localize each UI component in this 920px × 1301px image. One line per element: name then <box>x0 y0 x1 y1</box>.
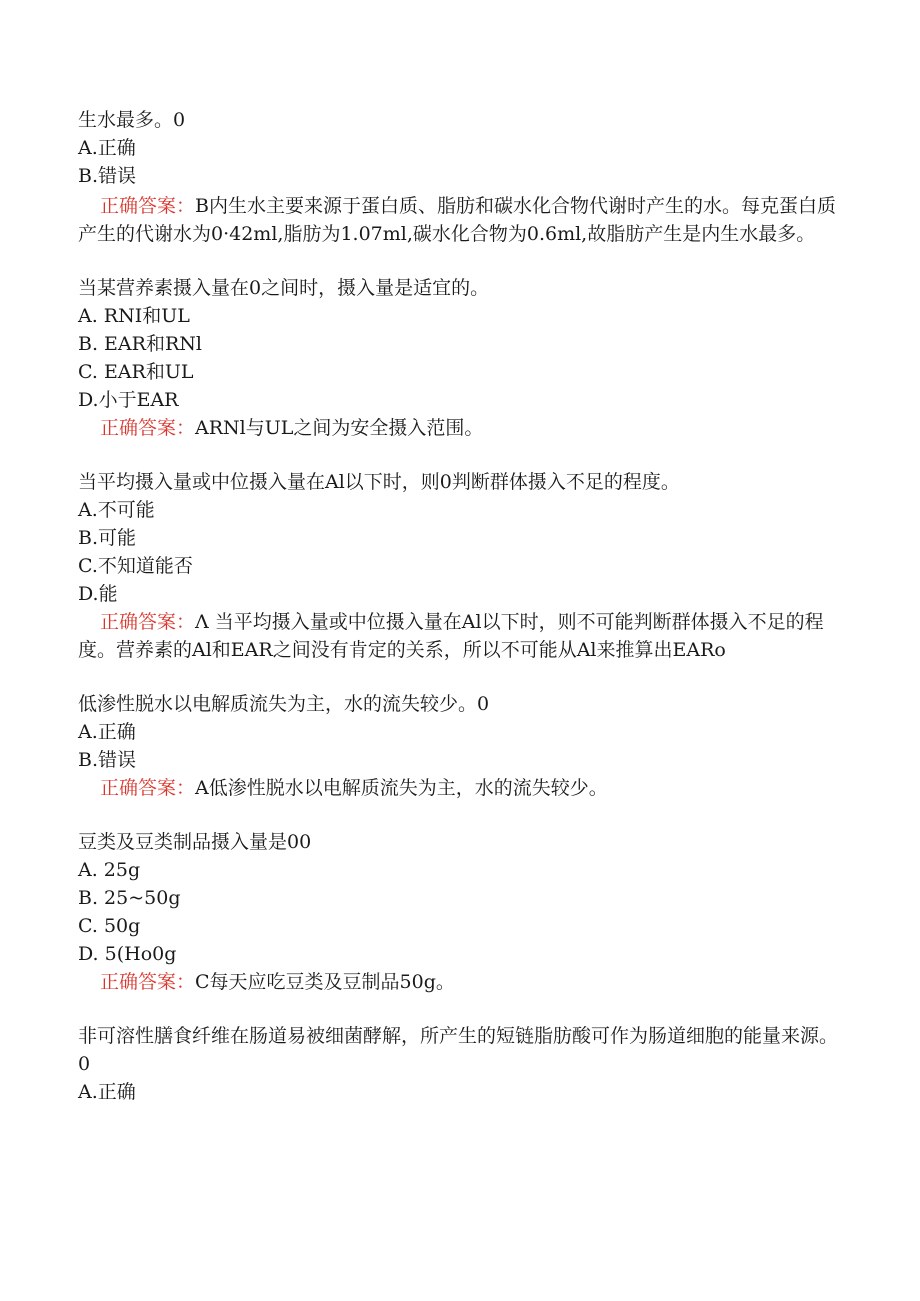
question-text: 非可溶性膳食纤维在肠道易被细菌酵解，所产生的短链脂肪酸可作为肠道细胞的能量来源。0 <box>78 1025 839 1075</box>
answer-text: Λ 当平均摄入量或中位摄入量在Al以下时，则不可能判断群体摄入不足的程度。营养素的Al和EAR之间没有肯定的关系，所以不可能从Al来推算出EARo <box>78 611 824 661</box>
option: A. RNI和UL <box>78 305 190 327</box>
question-block <box>78 690 838 802</box>
option: C. EAR和UL <box>78 361 194 383</box>
document-page <box>78 106 838 1106</box>
question-text: 当某营养素摄入量在0之间时，摄入量是适宜的。 <box>78 277 490 299</box>
question-text: 低渗性脱水以电解质流失为主，水的流失较少。0 <box>78 693 490 715</box>
option: D.能 <box>78 583 118 605</box>
option: D. 5(Ho0g <box>78 943 177 965</box>
option: D.小于EAR <box>78 389 179 411</box>
answer-text: B内生水主要来源于蛋白质、脂肪和碳水化合物代谢时产生的水。每克蛋白质产生的代谢水为0·42ml,脂肪为1.07ml,碳水化合物为0.6ml,故脂肪产生是内生水最多。 <box>78 195 836 245</box>
option: A. 25g <box>78 859 141 881</box>
question-text: 当平均摄入量或中位摄入量在Al以下时，则0判断群体摄入不足的程度。 <box>78 471 680 493</box>
answer-label: 正确答案： <box>100 195 196 217</box>
option: C.不知道能否 <box>78 555 193 577</box>
question-text: 豆类及豆类制品摄入量是00 <box>78 831 312 853</box>
option: A.正确 <box>78 1081 136 1103</box>
option: A.正确 <box>78 721 136 743</box>
question-block <box>78 274 838 442</box>
option: C. 50g <box>78 915 141 937</box>
answer-explanation <box>78 774 838 802</box>
answer-explanation <box>78 968 838 996</box>
question-block <box>78 468 838 664</box>
answer-explanation <box>78 608 838 664</box>
question-block <box>78 1022 838 1106</box>
answer-text: ARNl与UL之间为安全摄入范围。 <box>195 417 484 439</box>
option: B.错误 <box>78 165 137 187</box>
answer-text: A低渗性脱水以电解质流失为主，水的流失较少。 <box>195 777 608 799</box>
answer-text: C每天应吃豆类及豆制品50g。 <box>195 971 455 993</box>
answer-label: 正确答案： <box>100 777 196 799</box>
question-block <box>78 106 838 248</box>
answer-label: 正确答案： <box>100 417 196 439</box>
option: B.错误 <box>78 749 137 771</box>
option: B. 25~50g <box>78 887 181 909</box>
option: B.可能 <box>78 527 137 549</box>
answer-label: 正确答案： <box>100 611 196 633</box>
question-block <box>78 828 838 996</box>
question-text: 生水最多。0 <box>78 109 186 131</box>
answer-label: 正确答案： <box>100 971 196 993</box>
answer-explanation <box>78 414 838 442</box>
answer-explanation <box>78 192 838 248</box>
option: B. EAR和RNl <box>78 333 202 355</box>
option: A.正确 <box>78 137 136 159</box>
option: A.不可能 <box>78 499 155 521</box>
